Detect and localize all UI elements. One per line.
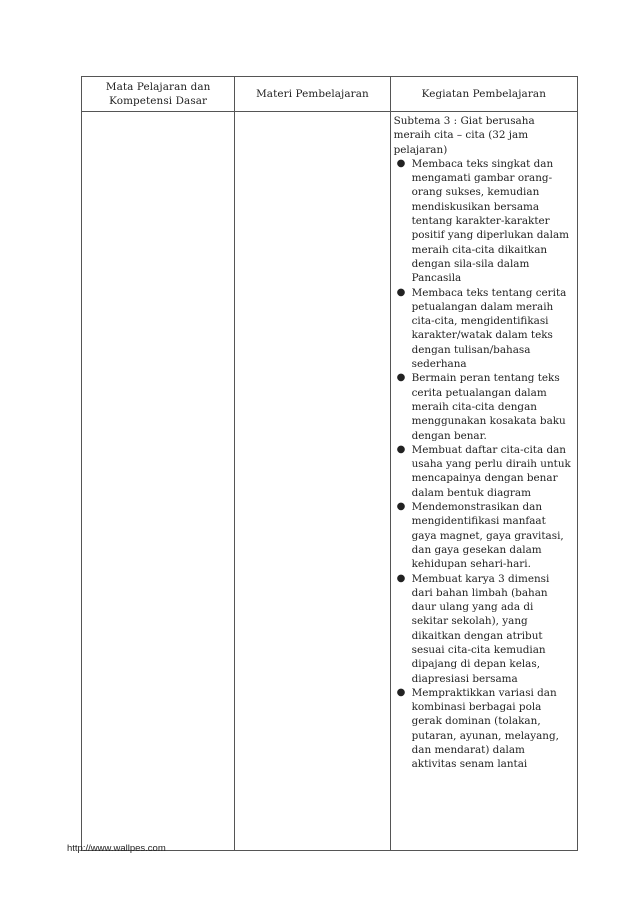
- list-item: [394, 157, 572, 286]
- bullet-icon: ●: [396, 157, 406, 169]
- activity-text: Membuat daftar cita-cita dan usaha yang perlu diraih untuk mencapainya dengan benar dalam bentuk diagram: [411, 443, 571, 499]
- list-item: [394, 443, 572, 500]
- list-item: [394, 500, 572, 571]
- table-row: [82, 112, 578, 851]
- bullet-icon: ●: [396, 443, 406, 455]
- activity-list: [394, 157, 572, 772]
- header-mata-pelajaran: Mata Pelajaran dan Kompetensi Dasar: [82, 77, 235, 112]
- bullet-icon: ●: [396, 372, 406, 384]
- list-item: [394, 371, 572, 442]
- activity-text: Mempraktikkan variasi dan kombinasi berbagai pola gerak dominan (tolakan, putaran, ayunan, melayang, dan mendarat) dalam aktivitas senam lantai: [411, 686, 559, 771]
- bullet-icon: ●: [396, 686, 406, 698]
- cell-materi-pembelajaran: [235, 112, 390, 851]
- bullet-icon: ●: [396, 501, 406, 513]
- header-kegiatan-pembelajaran: Kegiatan Pembelajaran: [390, 77, 577, 112]
- list-item: [394, 286, 572, 372]
- list-item: [394, 686, 572, 772]
- activity-text: Mendemonstrasikan dan mengidentifikasi manfaat gaya magnet, gaya gravitasi, dan gaya gesekan dalam kehidupan sehari-hari.: [411, 501, 564, 571]
- lesson-plan-table: [81, 76, 578, 851]
- activity-text: Bermain peran tentang teks cerita petualangan dalam meraih cita-cita dengan menggunakan kosakata baku dengan benar.: [411, 372, 566, 442]
- subtema-heading: Subtema 3 : Giat berusaha meraih cita – cita (32 jam pelajaran): [393, 115, 535, 156]
- activity-text: Membuat karya 3 dimensi dari bahan limbah (bahan daur ulang yang ada di sekitar sekolah), yang dikaitkan dengan atribut sesuai cita-cita kemudian dipajang di depan kelas, diapresiasi bersama: [411, 572, 550, 685]
- activity-text: Membaca teks tentang cerita petualangan dalam meraih cita-cita, mengidentifikasi karakter/watak dalam teks dengan tulisan/bahasa sederhana: [411, 286, 567, 371]
- footer-url-link[interactable]: http://www.wallpes.com: [67, 843, 166, 854]
- bullet-icon: ●: [396, 572, 406, 584]
- bullet-icon: ●: [396, 286, 406, 298]
- table-header-row: [82, 77, 578, 112]
- list-item: [394, 572, 572, 686]
- cell-mata-pelajaran: [82, 112, 235, 851]
- cell-kegiatan-pembelajaran: [390, 112, 577, 851]
- activity-text: Membaca teks singkat dan mengamati gambar orang-orang sukses, kemudian mendiskusikan bersama tentang karakter-karakter positif yang diperlukan dalam meraih cita-cita dikaitkan dengan sila-sila dalam Pancasila: [411, 157, 569, 285]
- header-materi-pembelajaran: Materi Pembelajaran: [235, 77, 390, 112]
